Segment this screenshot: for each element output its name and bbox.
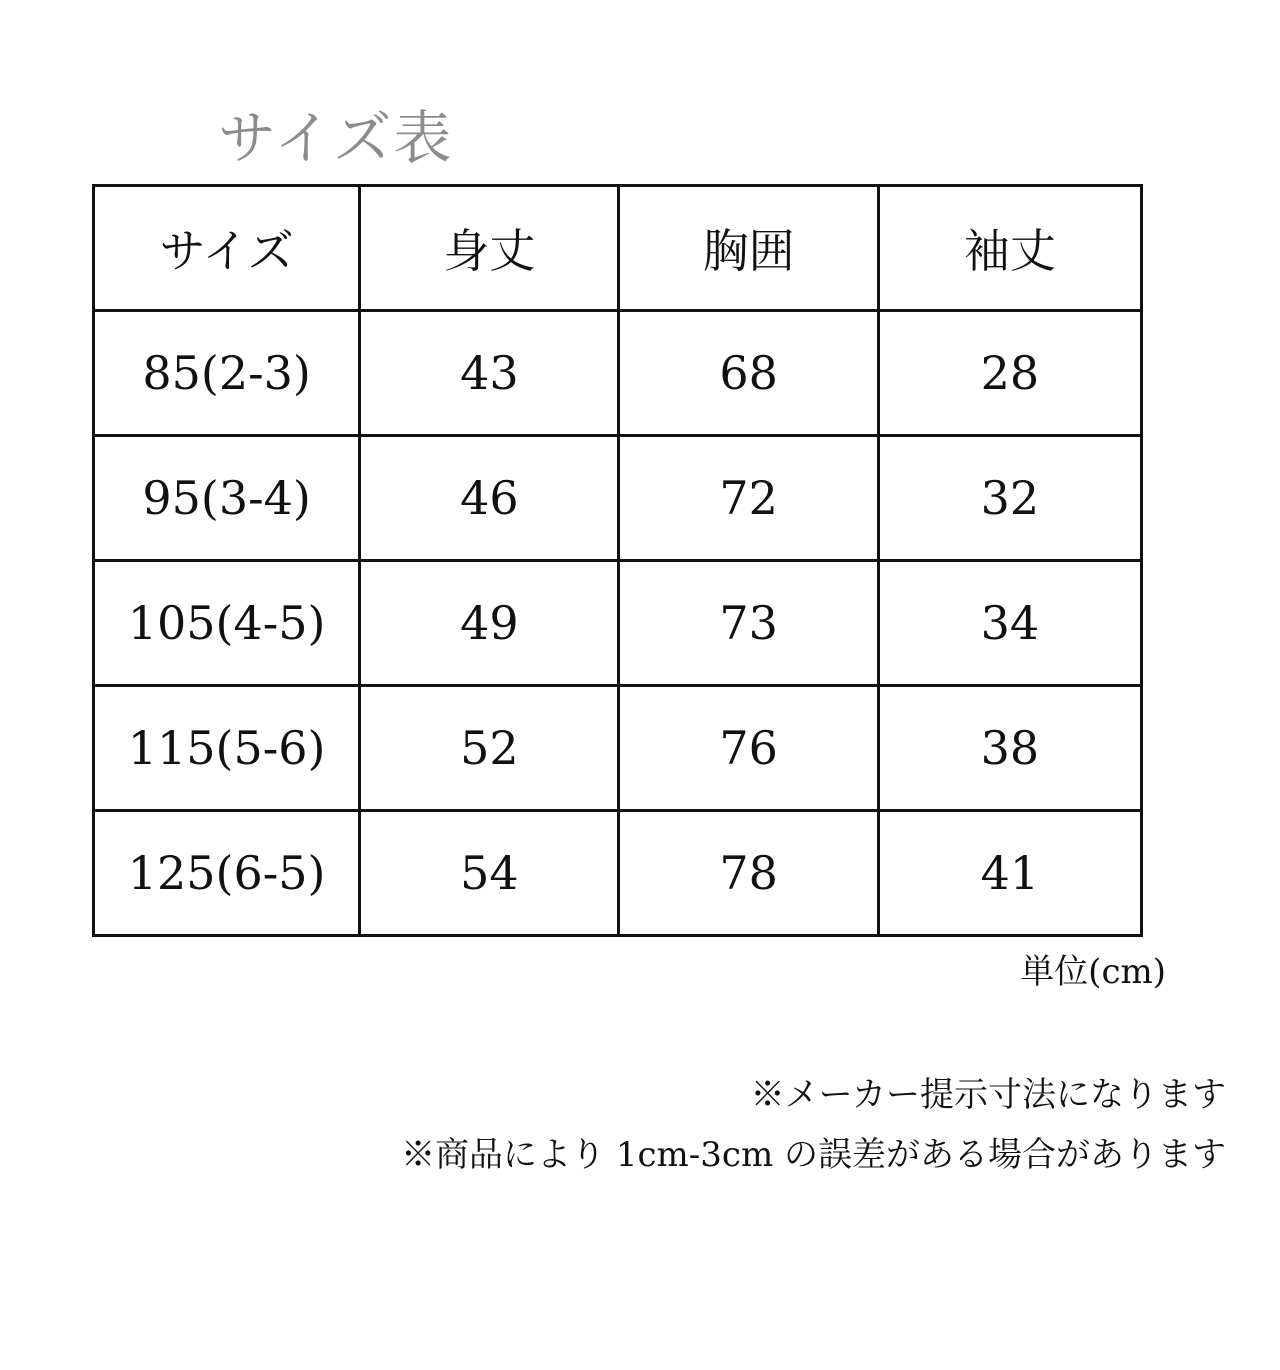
size-table [92,184,1143,937]
note-measurement-tolerance: ※商品により 1cm-3cm の誤差がある場合があります [401,1135,1226,1175]
cell-size: 105(4-5) [94,561,360,686]
cell-sleeve-length: 38 [878,686,1141,811]
table-row [94,811,1142,936]
table-row [94,686,1142,811]
cell-sleeve-length: 34 [878,561,1141,686]
cell-sleeve-length: 28 [878,311,1141,436]
header-size: サイズ [94,186,360,311]
table-row [94,436,1142,561]
cell-chest: 78 [619,811,878,936]
table-row [94,311,1142,436]
page-title: サイズ表 [218,104,454,172]
unit-label: 単位(cm) [1020,952,1166,992]
table-header-row [94,186,1142,311]
cell-body-length: 49 [360,561,619,686]
cell-size: 95(3-4) [94,436,360,561]
cell-body-length: 46 [360,436,619,561]
cell-sleeve-length: 41 [878,811,1141,936]
cell-chest: 73 [619,561,878,686]
header-body-length: 身丈 [360,186,619,311]
cell-body-length: 52 [360,686,619,811]
header-sleeve-length: 袖丈 [878,186,1141,311]
table-row [94,561,1142,686]
cell-size: 125(6-5) [94,811,360,936]
cell-body-length: 43 [360,311,619,436]
cell-chest: 72 [619,436,878,561]
cell-body-length: 54 [360,811,619,936]
header-chest: 胸囲 [619,186,878,311]
cell-chest: 76 [619,686,878,811]
cell-sleeve-length: 32 [878,436,1141,561]
cell-size: 115(5-6) [94,686,360,811]
cell-size: 85(2-3) [94,311,360,436]
note-manufacturer-dimensions: ※メーカー提示寸法になります [750,1075,1226,1115]
cell-chest: 68 [619,311,878,436]
